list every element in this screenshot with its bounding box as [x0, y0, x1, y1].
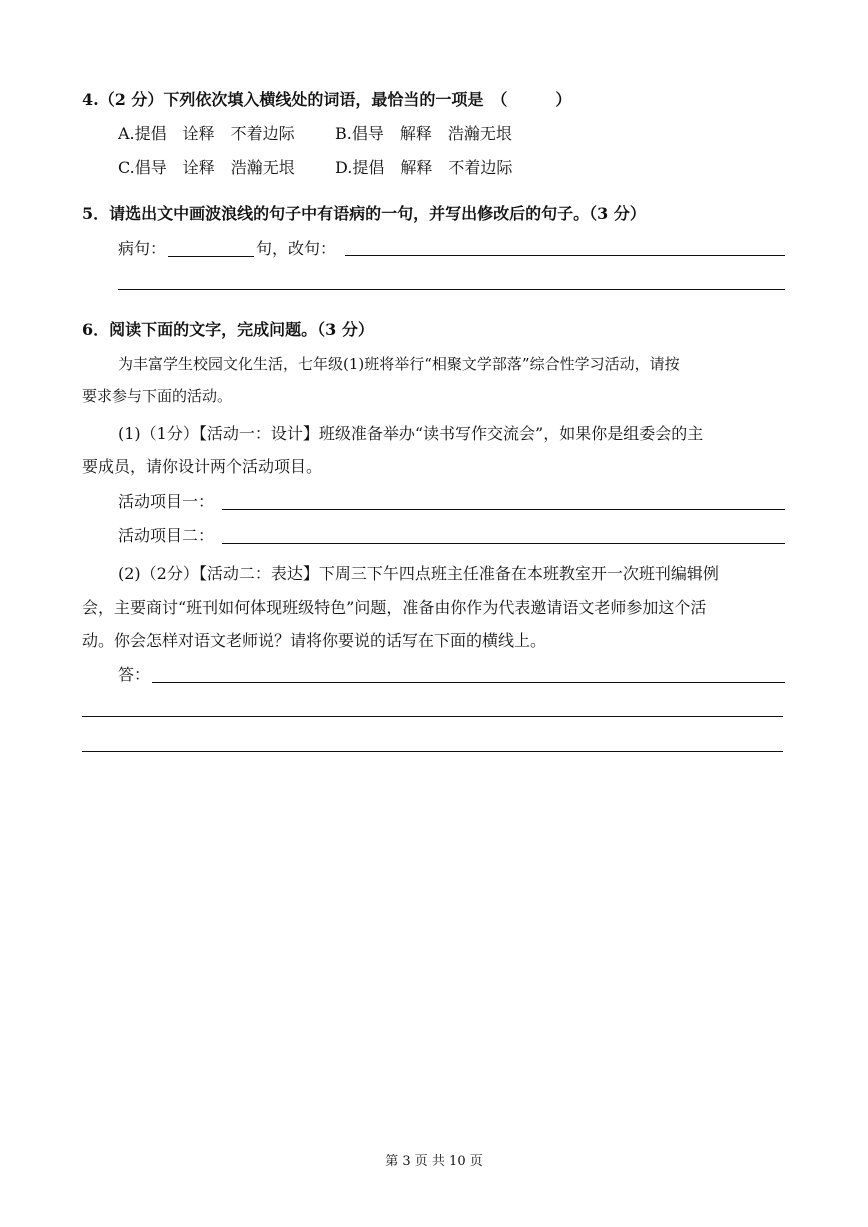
- q5-answer-line: [118, 238, 336, 260]
- q5-corrected-answer-line[interactable]: [345, 255, 785, 256]
- q6-stem: 6．阅读下面的文字，完成问题。（3 分）: [82, 320, 374, 339]
- q6-part2-line-2: 会，主要商讨“班刊如何体现班级特色”问题，准备由你作为代表邀请语文老师参加这个活: [82, 598, 707, 617]
- q5-sick-sentence-label: 病句：: [118, 239, 167, 258]
- q4-stem: 4.（2 分）下列依次填入横线处的词语，最恰当的一项是 （ ）: [82, 90, 572, 109]
- q4-option-c: C.倡导 诠释 浩瀚无垠: [118, 158, 295, 177]
- q6-intro-line-2: 要求参与下面的活动。: [82, 387, 233, 405]
- q6-answer-label: 答：: [118, 665, 151, 684]
- q4-option-a: A.提倡 诠释 不着边际: [118, 124, 295, 143]
- q6-activity-item-2-line[interactable]: [222, 543, 785, 544]
- q6-part2-line-1: (2)（2分）【活动二：表达】下周三下午四点班主任准备在本班教室开一次班刊编辑例: [118, 564, 719, 583]
- q5-sentence-number-blank[interactable]: [168, 240, 254, 257]
- q5-stem: 5．请选出文中画波浪线的句子中有语病的一句，并写出修改后的句子。（3 分）: [82, 204, 646, 223]
- q6-part1-line-1: (1)（1分）【活动一：设计】班级准备举办“读书写作交流会”，如果你是组委会的主: [118, 424, 704, 443]
- q5-corrected-label: 句，改句：: [256, 239, 337, 258]
- q6-intro-line-1: 为丰富学生校园文化生活，七年级(1)班将举行“相聚文学部落”综合性学习活动，请按: [118, 355, 680, 373]
- q6-part2-line-3: 动。你会怎样对语文老师说？请将你要说的话写在下面的横线上。: [82, 631, 547, 650]
- page-number-footer: 第 3 页 共 10 页: [385, 1154, 483, 1169]
- q4-option-d: D.提倡 解释 不着边际: [335, 158, 513, 177]
- q4-options-row-1: [118, 123, 512, 145]
- q6-part1-line-2: 要成员，请你设计两个活动项目。: [82, 457, 323, 476]
- q5-extra-answer-line[interactable]: [118, 289, 785, 290]
- q6-answer-line-1[interactable]: [152, 682, 785, 683]
- q6-activity-item-1-line[interactable]: [222, 509, 785, 510]
- q6-answer-line-3[interactable]: [82, 751, 783, 752]
- q4-options-row-2: [118, 157, 512, 179]
- q6-activity-item-2-label: 活动项目二：: [118, 526, 215, 545]
- q6-activity-item-1-label: 活动项目一：: [118, 492, 215, 511]
- q4-option-b: B.倡导 解释 浩瀚无垠: [335, 124, 512, 143]
- q6-answer-line-2[interactable]: [82, 716, 783, 717]
